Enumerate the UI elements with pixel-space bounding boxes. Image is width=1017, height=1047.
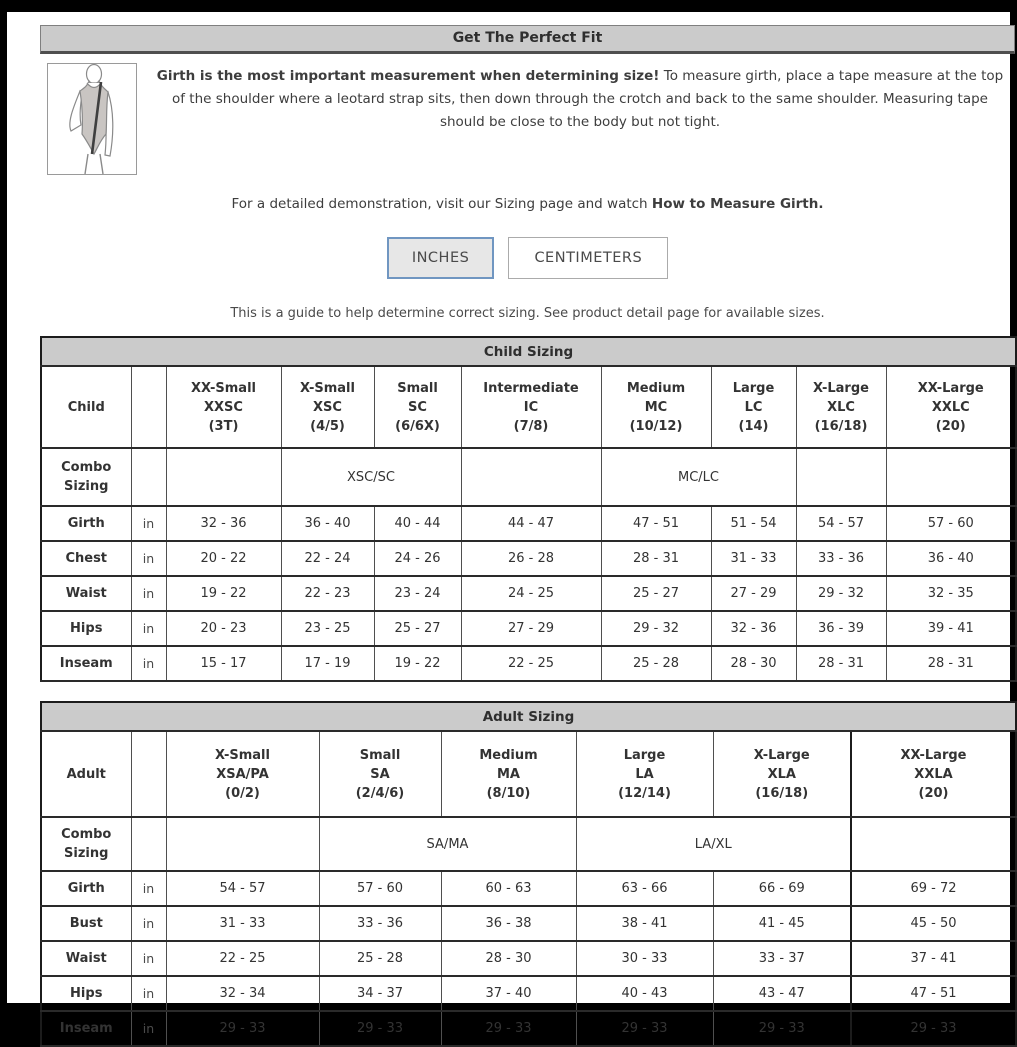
size-range: (16/18)	[814, 418, 868, 434]
value-cell: 25 - 28	[319, 941, 441, 976]
value-cell: 28 - 31	[886, 646, 1016, 681]
table-row	[41, 817, 1016, 871]
adult-section-title: Adult Sizing	[41, 702, 1016, 731]
empty-cell	[851, 817, 1016, 871]
size-name: X-Small	[300, 380, 355, 396]
size-code: XXLC	[931, 399, 970, 415]
value-cell: 32 - 36	[711, 611, 796, 646]
value-cell: 36 - 40	[886, 541, 1016, 576]
value-cell: 33 - 36	[319, 906, 441, 941]
row-label: Bust	[41, 906, 131, 941]
size-name: XX-Large	[917, 380, 984, 396]
size-column-header	[374, 366, 461, 448]
value-cell: 69 - 72	[851, 871, 1016, 906]
size-code: SC	[408, 399, 427, 415]
value-cell: 31 - 33	[166, 906, 319, 941]
value-cell: 41 - 45	[713, 906, 851, 941]
page-canvas	[7, 12, 1010, 1036]
size-range: (16/18)	[755, 785, 809, 801]
size-name: X-Large	[753, 747, 810, 763]
unit-cell: in	[131, 576, 166, 611]
value-cell: 28 - 30	[441, 941, 576, 976]
value-cell: 32 - 36	[166, 506, 281, 541]
size-column-header	[319, 731, 441, 817]
girth-instructions-rest: To measure girth, place a tape measure at the top of the shoulder where a leotard strap sits, then down through the crotch and back to the same shoulder. Measuring tape should be close to the body but not tight.	[171, 68, 1004, 130]
table-row	[41, 576, 1016, 611]
table-row	[41, 506, 1016, 541]
table-row	[41, 541, 1016, 576]
value-cell: 36 - 38	[441, 906, 576, 941]
leotard-figure-icon	[48, 64, 136, 174]
size-column-header	[441, 731, 576, 817]
size-range: (3T)	[208, 418, 239, 434]
value-cell: 31 - 33	[711, 541, 796, 576]
value-cell: 20 - 23	[166, 611, 281, 646]
girth-instructions	[137, 63, 1015, 175]
value-cell: 28 - 31	[796, 646, 886, 681]
table-row	[41, 337, 1016, 366]
size-range: (20)	[918, 785, 949, 801]
page-title: Get The Perfect Fit	[40, 25, 1015, 54]
empty-cell	[886, 448, 1016, 506]
value-cell: 37 - 40	[441, 976, 576, 1011]
table-row	[41, 871, 1016, 906]
unit-header	[131, 366, 166, 448]
row-label: Girth	[41, 871, 131, 906]
size-range: (7/8)	[513, 418, 549, 434]
value-cell: 19 - 22	[166, 576, 281, 611]
value-cell: 19 - 22	[374, 646, 461, 681]
table-row	[41, 611, 1016, 646]
content-area	[7, 25, 1010, 1047]
value-cell: 28 - 30	[711, 646, 796, 681]
value-cell: 29 - 33	[166, 1011, 319, 1046]
child-sizing-table	[40, 336, 1017, 682]
size-code: XSA/PA	[216, 766, 269, 782]
unit-cell: in	[131, 646, 166, 681]
unit-header	[131, 731, 166, 817]
value-cell: 22 - 23	[281, 576, 374, 611]
row-label: Waist	[41, 576, 131, 611]
value-cell: 51 - 54	[711, 506, 796, 541]
size-column-header	[461, 366, 601, 448]
size-name: X-Small	[215, 747, 270, 763]
leotard-figure-illustration	[47, 63, 137, 175]
size-code: IC	[523, 399, 539, 415]
size-code: XLA	[767, 766, 796, 782]
value-cell: 36 - 39	[796, 611, 886, 646]
table-row	[41, 731, 1016, 817]
table-row	[41, 366, 1016, 448]
table-row	[41, 448, 1016, 506]
combo-sizing-label: Combo Sizing	[41, 448, 131, 506]
unit-cell: in	[131, 871, 166, 906]
value-cell: 23 - 25	[281, 611, 374, 646]
value-cell: 25 - 27	[601, 576, 711, 611]
value-cell: 17 - 19	[281, 646, 374, 681]
value-cell: 30 - 33	[576, 941, 713, 976]
value-cell: 44 - 47	[461, 506, 601, 541]
size-name: Intermediate	[483, 380, 579, 396]
row-group-label: Child	[41, 366, 131, 448]
size-range: (10/12)	[629, 418, 683, 434]
size-range: (8/10)	[486, 785, 531, 801]
size-range: (4/5)	[310, 418, 345, 434]
unit-cell: in	[131, 941, 166, 976]
value-cell: 24 - 26	[374, 541, 461, 576]
value-cell: 23 - 24	[374, 576, 461, 611]
value-cell: 24 - 25	[461, 576, 601, 611]
empty-cell	[131, 448, 166, 506]
inches-button[interactable]: INCHES	[387, 237, 495, 279]
demo-bold: How to Measure Girth.	[651, 196, 824, 212]
size-name: XX-Large	[900, 747, 967, 763]
size-name: XX-Small	[191, 380, 256, 396]
value-cell: 25 - 27	[374, 611, 461, 646]
demo-line	[40, 196, 1015, 212]
unit-cell: in	[131, 611, 166, 646]
combo-sizing-label: Combo Sizing	[41, 817, 131, 871]
value-cell: 22 - 25	[166, 941, 319, 976]
unit-cell: in	[131, 506, 166, 541]
unit-cell: in	[131, 976, 166, 1011]
value-cell: 29 - 32	[601, 611, 711, 646]
table-row	[41, 906, 1016, 941]
unit-toggle	[40, 237, 1015, 279]
combo-value: LA/XL	[576, 817, 851, 871]
value-cell: 20 - 22	[166, 541, 281, 576]
value-cell: 45 - 50	[851, 906, 1016, 941]
adult-sizing-table	[40, 701, 1017, 1047]
value-cell: 57 - 60	[886, 506, 1016, 541]
value-cell: 37 - 41	[851, 941, 1016, 976]
size-column-header	[166, 731, 319, 817]
row-label: Girth	[41, 506, 131, 541]
size-code: LC	[744, 399, 763, 415]
value-cell: 32 - 35	[886, 576, 1016, 611]
value-cell: 47 - 51	[601, 506, 711, 541]
guide-note: This is a guide to help determine correct sizing. See product detail page for available sizes.	[230, 306, 825, 321]
value-cell: 39 - 41	[886, 611, 1016, 646]
row-label: Chest	[41, 541, 131, 576]
size-name: Large	[623, 747, 666, 763]
size-range: (12/14)	[618, 785, 671, 801]
value-cell: 34 - 37	[319, 976, 441, 1011]
value-cell: 33 - 36	[796, 541, 886, 576]
size-name: Small	[397, 380, 438, 396]
value-cell: 29 - 33	[576, 1011, 713, 1046]
unit-cell: in	[131, 541, 166, 576]
value-cell: 60 - 63	[441, 871, 576, 906]
size-code: MC	[644, 399, 668, 415]
size-range: (0/2)	[225, 785, 260, 801]
size-range: (6/6X)	[395, 418, 440, 434]
size-code: XXSC	[204, 399, 243, 415]
table-row	[41, 646, 1016, 681]
size-column-header	[713, 731, 851, 817]
size-code: XXLA	[914, 766, 953, 782]
value-cell: 29 - 32	[796, 576, 886, 611]
value-cell: 22 - 25	[461, 646, 601, 681]
row-label: Inseam	[41, 646, 131, 681]
girth-instructions-bold: Girth is the most important measurement when determining size!	[156, 68, 660, 84]
size-code: XLC	[827, 399, 855, 415]
combo-value: MC/LC	[601, 448, 796, 506]
size-code: XSC	[313, 399, 342, 415]
value-cell: 29 - 33	[713, 1011, 851, 1046]
row-label: Hips	[41, 976, 131, 1011]
size-range: (2/4/6)	[355, 785, 405, 801]
table-row	[41, 702, 1016, 731]
size-column-header	[851, 731, 1016, 817]
value-cell: 47 - 51	[851, 976, 1016, 1011]
size-code: LA	[635, 766, 654, 782]
value-cell: 38 - 41	[576, 906, 713, 941]
size-column-header	[796, 366, 886, 448]
table-row	[41, 976, 1016, 1011]
value-cell: 27 - 29	[711, 576, 796, 611]
size-name: Small	[359, 747, 401, 763]
size-name: Medium	[479, 747, 538, 763]
combo-value: SA/MA	[319, 817, 576, 871]
size-code: SA	[370, 766, 390, 782]
value-cell: 43 - 47	[713, 976, 851, 1011]
size-column-header	[166, 366, 281, 448]
value-cell: 57 - 60	[319, 871, 441, 906]
row-label: Waist	[41, 941, 131, 976]
value-cell: 29 - 33	[319, 1011, 441, 1046]
value-cell: 27 - 29	[461, 611, 601, 646]
value-cell: 33 - 37	[713, 941, 851, 976]
size-range: (20)	[935, 418, 966, 434]
unit-cell: in	[131, 906, 166, 941]
empty-cell	[166, 448, 281, 506]
centimeters-button[interactable]: CENTIMETERS	[508, 237, 668, 279]
size-name: Large	[732, 380, 775, 396]
value-cell: 40 - 43	[576, 976, 713, 1011]
value-cell: 29 - 33	[851, 1011, 1016, 1046]
value-cell: 36 - 40	[281, 506, 374, 541]
size-column-header	[886, 366, 1016, 448]
combo-value: XSC/SC	[281, 448, 461, 506]
size-code: MA	[497, 766, 520, 782]
empty-cell	[796, 448, 886, 506]
value-cell: 63 - 66	[576, 871, 713, 906]
value-cell: 40 - 44	[374, 506, 461, 541]
empty-cell	[166, 817, 319, 871]
size-column-header	[711, 366, 796, 448]
value-cell: 25 - 28	[601, 646, 711, 681]
table-row	[41, 941, 1016, 976]
demo-text: For a detailed demonstration, visit our Sizing page and watch	[231, 196, 652, 212]
value-cell: 22 - 24	[281, 541, 374, 576]
child-section-title: Child Sizing	[41, 337, 1016, 366]
value-cell: 28 - 31	[601, 541, 711, 576]
row-label: Inseam	[41, 1011, 131, 1046]
value-cell: 29 - 33	[441, 1011, 576, 1046]
row-group-label: Adult	[41, 731, 131, 817]
value-cell: 15 - 17	[166, 646, 281, 681]
value-cell: 32 - 34	[166, 976, 319, 1011]
size-column-header	[601, 366, 711, 448]
empty-cell	[461, 448, 601, 506]
intro-section	[40, 63, 1015, 175]
size-column-header	[281, 366, 374, 448]
value-cell: 26 - 28	[461, 541, 601, 576]
value-cell: 54 - 57	[166, 871, 319, 906]
table-row	[41, 1011, 1016, 1046]
size-name: Medium	[626, 380, 686, 396]
row-label: Hips	[41, 611, 131, 646]
value-cell: 66 - 69	[713, 871, 851, 906]
size-column-header	[576, 731, 713, 817]
empty-cell	[131, 817, 166, 871]
size-range: (14)	[738, 418, 769, 434]
value-cell: 54 - 57	[796, 506, 886, 541]
unit-cell: in	[131, 1011, 166, 1046]
size-name: X-Large	[813, 380, 869, 396]
